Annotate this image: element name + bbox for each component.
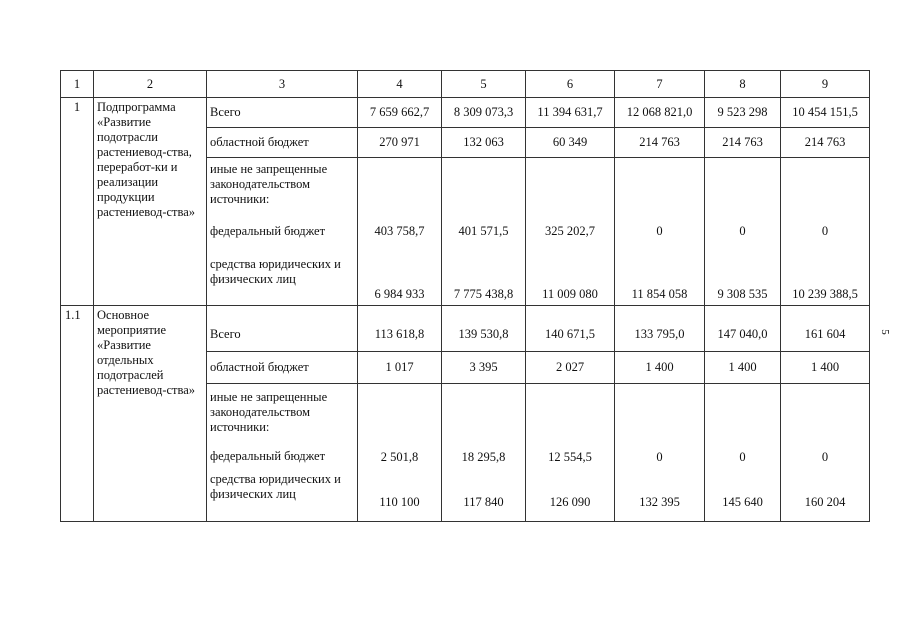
value-cell: 270 971 — [358, 128, 442, 158]
value-cell: 161 604 — [781, 306, 870, 352]
value-cell: 8 309 073,3 — [442, 98, 526, 128]
value-cell — [358, 158, 442, 306]
row-index: 1.1 — [61, 306, 94, 522]
value-cell — [781, 384, 870, 522]
value-cell — [705, 158, 781, 306]
federal-value: 0 — [739, 450, 746, 464]
sources-cell — [207, 158, 358, 306]
value-cell: 214 763 — [781, 128, 870, 158]
header-cell: 5 — [442, 71, 526, 98]
value-cell: 133 795,0 — [615, 306, 705, 352]
value-cell: 60 349 — [526, 128, 615, 158]
row-label: Всего — [207, 306, 358, 352]
value-cell: 2 027 — [526, 352, 615, 384]
value-cell — [358, 384, 442, 522]
table-row — [61, 306, 870, 352]
value-cell: 12 068 821,0 — [615, 98, 705, 128]
entities-value: 145 640 — [722, 495, 763, 509]
entities-label: средства юридических и физических лиц — [210, 472, 341, 501]
header-cell: 9 — [781, 71, 870, 98]
program-title: Подпрограмма «Развитие подотрасли растениевод-ства, переработ-ки и реализации продукции растениевод-ства» — [94, 98, 207, 306]
value-cell: 11 394 631,7 — [526, 98, 615, 128]
value-cell: 1 400 — [705, 352, 781, 384]
value-cell: 7 659 662,7 — [358, 98, 442, 128]
value-cell — [781, 158, 870, 306]
value-cell: 139 530,8 — [442, 306, 526, 352]
value-cell: 1 400 — [615, 352, 705, 384]
entities-value: 7 775 438,8 — [453, 287, 514, 301]
sources-cell — [207, 384, 358, 522]
federal-value: 0 — [656, 450, 663, 464]
value-cell: 214 763 — [705, 128, 781, 158]
row-label: областной бюджет — [207, 352, 358, 384]
entities-value: 10 239 388,5 — [792, 287, 858, 301]
federal-value: 0 — [656, 224, 663, 238]
header-cell: 8 — [705, 71, 781, 98]
header-cell: 6 — [526, 71, 615, 98]
value-cell — [615, 158, 705, 306]
entities-value: 126 090 — [549, 495, 591, 509]
row-label: областной бюджет — [207, 128, 358, 158]
entities-value: 160 204 — [804, 495, 846, 509]
entities-value: 11 854 058 — [631, 287, 688, 301]
header-cell: 7 — [615, 71, 705, 98]
value-cell: 132 063 — [442, 128, 526, 158]
sources-label: иные не запрещенные законодательством источники: — [210, 162, 328, 206]
value-cell: 1 017 — [358, 352, 442, 384]
value-cell: 214 763 — [615, 128, 705, 158]
entities-value: 11 009 080 — [542, 287, 598, 301]
federal-value: 12 554,5 — [548, 450, 592, 464]
value-cell: 113 618,8 — [358, 306, 442, 352]
value-cell: 10 454 151,5 — [781, 98, 870, 128]
header-cell: 1 — [61, 71, 94, 98]
federal-value: 18 295,8 — [461, 450, 506, 464]
entities-value: 6 984 933 — [374, 287, 425, 301]
value-cell — [705, 384, 781, 522]
federal-value: 325 202,7 — [545, 224, 595, 238]
value-cell — [442, 158, 526, 306]
federal-value: 0 — [739, 224, 746, 238]
federal-label: федеральный бюджет — [210, 224, 326, 238]
federal-value: 2 501,8 — [380, 450, 419, 464]
entities-label: средства юридических и физических лиц — [210, 257, 341, 286]
header-cell: 3 — [207, 71, 358, 98]
header-cell: 2 — [94, 71, 207, 98]
budget-table — [60, 70, 870, 522]
table-row — [61, 98, 870, 128]
entities-value: 9 308 535 — [717, 287, 768, 301]
federal-label: федеральный бюджет — [210, 449, 326, 463]
federal-value: 0 — [821, 450, 829, 464]
value-cell — [526, 158, 615, 306]
value-cell: 147 040,0 — [705, 306, 781, 352]
entities-value: 110 100 — [379, 495, 420, 509]
header-row — [61, 71, 870, 98]
federal-value: 0 — [821, 224, 829, 238]
value-cell: 9 523 298 — [705, 98, 781, 128]
entities-value: 132 395 — [639, 495, 680, 509]
row-index: 1 — [61, 98, 94, 306]
program-title: Основное мероприятие «Развитие отдельных подотраслей растениевод-ства» — [94, 306, 207, 522]
value-cell — [615, 384, 705, 522]
page-number: 5 — [878, 329, 891, 335]
value-cell — [526, 384, 615, 522]
sources-label: иные не запрещенные законодательством источники: — [210, 390, 328, 434]
value-cell: 3 395 — [442, 352, 526, 384]
header-cell: 4 — [358, 71, 442, 98]
federal-value: 403 758,7 — [374, 224, 425, 238]
value-cell: 140 671,5 — [526, 306, 615, 352]
entities-value: 117 840 — [463, 495, 504, 509]
federal-value: 401 571,5 — [458, 224, 509, 238]
row-label: Всего — [207, 98, 358, 128]
value-cell: 1 400 — [781, 352, 870, 384]
value-cell — [442, 384, 526, 522]
